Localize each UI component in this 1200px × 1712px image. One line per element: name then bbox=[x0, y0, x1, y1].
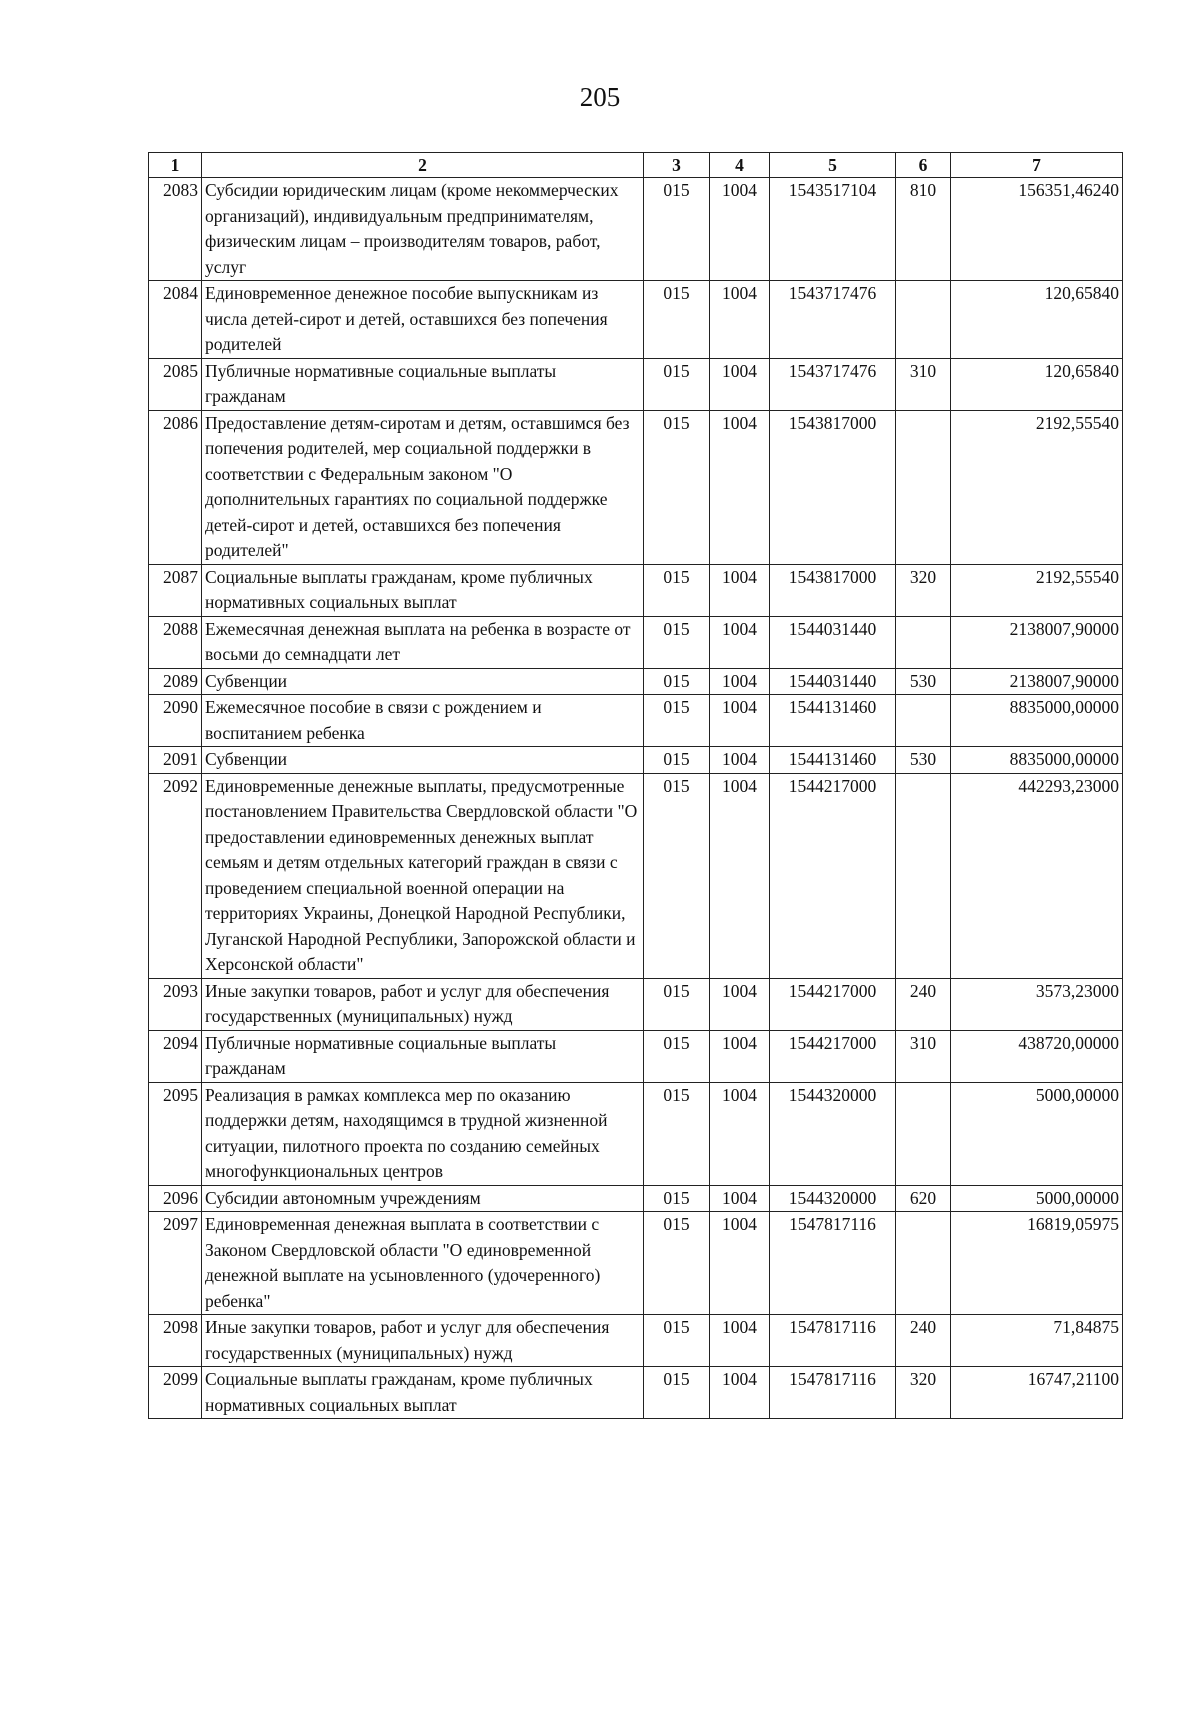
amount-cell: 120,65840 bbox=[951, 281, 1123, 359]
ministry-code-cell: 015 bbox=[644, 747, 710, 774]
target-article-code-cell: 1547817116 bbox=[770, 1315, 896, 1367]
table-row bbox=[149, 695, 1123, 747]
ministry-code-cell: 015 bbox=[644, 616, 710, 668]
target-article-code-cell: 1544217000 bbox=[770, 978, 896, 1030]
expense-type-code-cell bbox=[896, 695, 951, 747]
table-row bbox=[149, 358, 1123, 410]
amount-cell: 8835000,00000 bbox=[951, 747, 1123, 774]
table-row bbox=[149, 978, 1123, 1030]
target-article-code-cell: 1544217000 bbox=[770, 1030, 896, 1082]
item-name-cell: Предоставление детям-сиротам и детям, оставшимся без попечения родителей, мер социальной поддержки в соответствии с Федеральным законом "О дополнительных гарантиях по социальной поддержке детей-сирот и детей, оставшихся без попечения родителей" bbox=[202, 410, 644, 564]
amount-cell: 120,65840 bbox=[951, 358, 1123, 410]
expense-type-code-cell bbox=[896, 1212, 951, 1315]
amount-cell: 2192,55540 bbox=[951, 564, 1123, 616]
table-row bbox=[149, 281, 1123, 359]
ministry-code-cell: 015 bbox=[644, 410, 710, 564]
expense-type-code-cell bbox=[896, 773, 951, 978]
column-header-6: 6 bbox=[896, 153, 951, 178]
target-article-code-cell: 1544131460 bbox=[770, 695, 896, 747]
item-name-cell: Субсидии юридическим лицам (кроме некоммерческих организаций), индивидуальным предпринимателям, физическим лицам – производителям товаров, работ, услуг bbox=[202, 178, 644, 281]
ministry-code-cell: 015 bbox=[644, 1367, 710, 1419]
expense-type-code-cell: 240 bbox=[896, 1315, 951, 1367]
table-row bbox=[149, 747, 1123, 774]
ministry-code-cell: 015 bbox=[644, 1082, 710, 1185]
table-row bbox=[149, 1212, 1123, 1315]
table-row bbox=[149, 616, 1123, 668]
column-header-5: 5 bbox=[770, 153, 896, 178]
target-article-code-cell: 1543717476 bbox=[770, 358, 896, 410]
target-article-code-cell: 1544320000 bbox=[770, 1185, 896, 1212]
ministry-code-cell: 015 bbox=[644, 978, 710, 1030]
table-row bbox=[149, 1082, 1123, 1185]
row-number-cell: 2092 bbox=[149, 773, 202, 978]
amount-cell: 3573,23000 bbox=[951, 978, 1123, 1030]
section-code-cell: 1004 bbox=[710, 668, 770, 695]
expense-type-code-cell bbox=[896, 616, 951, 668]
ministry-code-cell: 015 bbox=[644, 773, 710, 978]
target-article-code-cell: 1544031440 bbox=[770, 616, 896, 668]
item-name-cell: Субвенции bbox=[202, 747, 644, 774]
item-name-cell: Единовременное денежное пособие выпускникам из числа детей-сирот и детей, оставшихся без попечения родителей bbox=[202, 281, 644, 359]
expense-type-code-cell: 530 bbox=[896, 668, 951, 695]
section-code-cell: 1004 bbox=[710, 410, 770, 564]
section-code-cell: 1004 bbox=[710, 281, 770, 359]
item-name-cell: Единовременная денежная выплата в соответствии с Законом Свердловской области "О единовременной денежной выплате на усыновленного (удочеренного) ребенка" bbox=[202, 1212, 644, 1315]
amount-cell: 16747,21100 bbox=[951, 1367, 1123, 1419]
ministry-code-cell: 015 bbox=[644, 1185, 710, 1212]
row-number-cell: 2094 bbox=[149, 1030, 202, 1082]
item-name-cell: Публичные нормативные социальные выплаты гражданам bbox=[202, 358, 644, 410]
budget-table bbox=[148, 152, 1123, 1419]
target-article-code-cell: 1544217000 bbox=[770, 773, 896, 978]
row-number-cell: 2088 bbox=[149, 616, 202, 668]
row-number-cell: 2095 bbox=[149, 1082, 202, 1185]
section-code-cell: 1004 bbox=[710, 358, 770, 410]
ministry-code-cell: 015 bbox=[644, 668, 710, 695]
expense-type-code-cell: 310 bbox=[896, 358, 951, 410]
target-article-code-cell: 1547817116 bbox=[770, 1212, 896, 1315]
item-name-cell: Субвенции bbox=[202, 668, 644, 695]
amount-cell: 156351,46240 bbox=[951, 178, 1123, 281]
amount-cell: 8835000,00000 bbox=[951, 695, 1123, 747]
row-number-cell: 2096 bbox=[149, 1185, 202, 1212]
expense-type-code-cell: 320 bbox=[896, 1367, 951, 1419]
section-code-cell: 1004 bbox=[710, 978, 770, 1030]
row-number-cell: 2084 bbox=[149, 281, 202, 359]
ministry-code-cell: 015 bbox=[644, 564, 710, 616]
target-article-code-cell: 1547817116 bbox=[770, 1367, 896, 1419]
item-name-cell: Реализация в рамках комплекса мер по оказанию поддержки детям, находящимся в трудной жизненной ситуации, пилотного проекта по созданию семейных многофункциональных центров bbox=[202, 1082, 644, 1185]
expense-type-code-cell bbox=[896, 410, 951, 564]
column-header-2: 2 bbox=[202, 153, 644, 178]
page-number: 205 bbox=[579, 82, 621, 112]
target-article-code-cell: 1543817000 bbox=[770, 564, 896, 616]
ministry-code-cell: 015 bbox=[644, 281, 710, 359]
ministry-code-cell: 015 bbox=[644, 1315, 710, 1367]
section-code-cell: 1004 bbox=[710, 1212, 770, 1315]
section-code-cell: 1004 bbox=[710, 747, 770, 774]
row-number-cell: 2083 bbox=[149, 178, 202, 281]
row-number-cell: 2087 bbox=[149, 564, 202, 616]
row-number-cell: 2091 bbox=[149, 747, 202, 774]
table-row bbox=[149, 564, 1123, 616]
row-number-cell: 2089 bbox=[149, 668, 202, 695]
item-name-cell: Субсидии автономным учреждениям bbox=[202, 1185, 644, 1212]
row-number-cell: 2098 bbox=[149, 1315, 202, 1367]
target-article-code-cell: 1543517104 bbox=[770, 178, 896, 281]
amount-cell: 5000,00000 bbox=[951, 1082, 1123, 1185]
ministry-code-cell: 015 bbox=[644, 178, 710, 281]
expense-type-code-cell: 530 bbox=[896, 747, 951, 774]
row-number-cell: 2099 bbox=[149, 1367, 202, 1419]
row-number-cell: 2097 bbox=[149, 1212, 202, 1315]
table-row bbox=[149, 1185, 1123, 1212]
amount-cell: 16819,05975 bbox=[951, 1212, 1123, 1315]
ministry-code-cell: 015 bbox=[644, 695, 710, 747]
table-row bbox=[149, 178, 1123, 281]
table-row bbox=[149, 1315, 1123, 1367]
column-header-4: 4 bbox=[710, 153, 770, 178]
table-row bbox=[149, 668, 1123, 695]
row-number-cell: 2093 bbox=[149, 978, 202, 1030]
target-article-code-cell: 1543817000 bbox=[770, 410, 896, 564]
section-code-cell: 1004 bbox=[710, 564, 770, 616]
amount-cell: 2138007,90000 bbox=[951, 616, 1123, 668]
item-name-cell: Социальные выплаты гражданам, кроме публичных нормативных социальных выплат bbox=[202, 1367, 644, 1419]
expense-type-code-cell bbox=[896, 1082, 951, 1185]
row-number-cell: 2085 bbox=[149, 358, 202, 410]
expense-type-code-cell bbox=[896, 281, 951, 359]
target-article-code-cell: 1544131460 bbox=[770, 747, 896, 774]
expense-type-code-cell: 310 bbox=[896, 1030, 951, 1082]
amount-cell: 438720,00000 bbox=[951, 1030, 1123, 1082]
amount-cell: 71,84875 bbox=[951, 1315, 1123, 1367]
section-code-cell: 1004 bbox=[710, 1367, 770, 1419]
item-name-cell: Ежемесячное пособие в связи с рождением и воспитанием ребенка bbox=[202, 695, 644, 747]
item-name-cell: Иные закупки товаров, работ и услуг для обеспечения государственных (муниципальных) нужд bbox=[202, 1315, 644, 1367]
item-name-cell: Единовременные денежные выплаты, предусмотренные постановлением Правительства Свердловской области "О предоставлении единовременных денежных выплат семьям и детям отдельных категорий граждан в связи с проведением специальной военной операции на территориях Украины, Донецкой Народной Республики, Луганской Народной Республики, Запорожской области и Херсонской области" bbox=[202, 773, 644, 978]
column-header-3: 3 bbox=[644, 153, 710, 178]
target-article-code-cell: 1544031440 bbox=[770, 668, 896, 695]
section-code-cell: 1004 bbox=[710, 616, 770, 668]
section-code-cell: 1004 bbox=[710, 178, 770, 281]
section-code-cell: 1004 bbox=[710, 1315, 770, 1367]
row-number-cell: 2090 bbox=[149, 695, 202, 747]
amount-cell: 442293,23000 bbox=[951, 773, 1123, 978]
table-row bbox=[149, 1030, 1123, 1082]
section-code-cell: 1004 bbox=[710, 695, 770, 747]
amount-cell: 2138007,90000 bbox=[951, 668, 1123, 695]
header-row bbox=[149, 153, 1123, 178]
ministry-code-cell: 015 bbox=[644, 358, 710, 410]
section-code-cell: 1004 bbox=[710, 773, 770, 978]
expense-type-code-cell: 240 bbox=[896, 978, 951, 1030]
expense-type-code-cell: 620 bbox=[896, 1185, 951, 1212]
item-name-cell: Социальные выплаты гражданам, кроме публичных нормативных социальных выплат bbox=[202, 564, 644, 616]
table-row bbox=[149, 773, 1123, 978]
target-article-code-cell: 1543717476 bbox=[770, 281, 896, 359]
column-header-7: 7 bbox=[951, 153, 1123, 178]
item-name-cell: Публичные нормативные социальные выплаты гражданам bbox=[202, 1030, 644, 1082]
item-name-cell: Иные закупки товаров, работ и услуг для обеспечения государственных (муниципальных) нужд bbox=[202, 978, 644, 1030]
column-header-1: 1 bbox=[149, 153, 202, 178]
expense-type-code-cell: 810 bbox=[896, 178, 951, 281]
expense-type-code-cell: 320 bbox=[896, 564, 951, 616]
target-article-code-cell: 1544320000 bbox=[770, 1082, 896, 1185]
table-row bbox=[149, 410, 1123, 564]
table-row bbox=[149, 1367, 1123, 1419]
section-code-cell: 1004 bbox=[710, 1185, 770, 1212]
section-code-cell: 1004 bbox=[710, 1030, 770, 1082]
ministry-code-cell: 015 bbox=[644, 1212, 710, 1315]
ministry-code-cell: 015 bbox=[644, 1030, 710, 1082]
amount-cell: 2192,55540 bbox=[951, 410, 1123, 564]
item-name-cell: Ежемесячная денежная выплата на ребенка в возрасте от восьми до семнадцати лет bbox=[202, 616, 644, 668]
row-number-cell: 2086 bbox=[149, 410, 202, 564]
section-code-cell: 1004 bbox=[710, 1082, 770, 1185]
amount-cell: 5000,00000 bbox=[951, 1185, 1123, 1212]
